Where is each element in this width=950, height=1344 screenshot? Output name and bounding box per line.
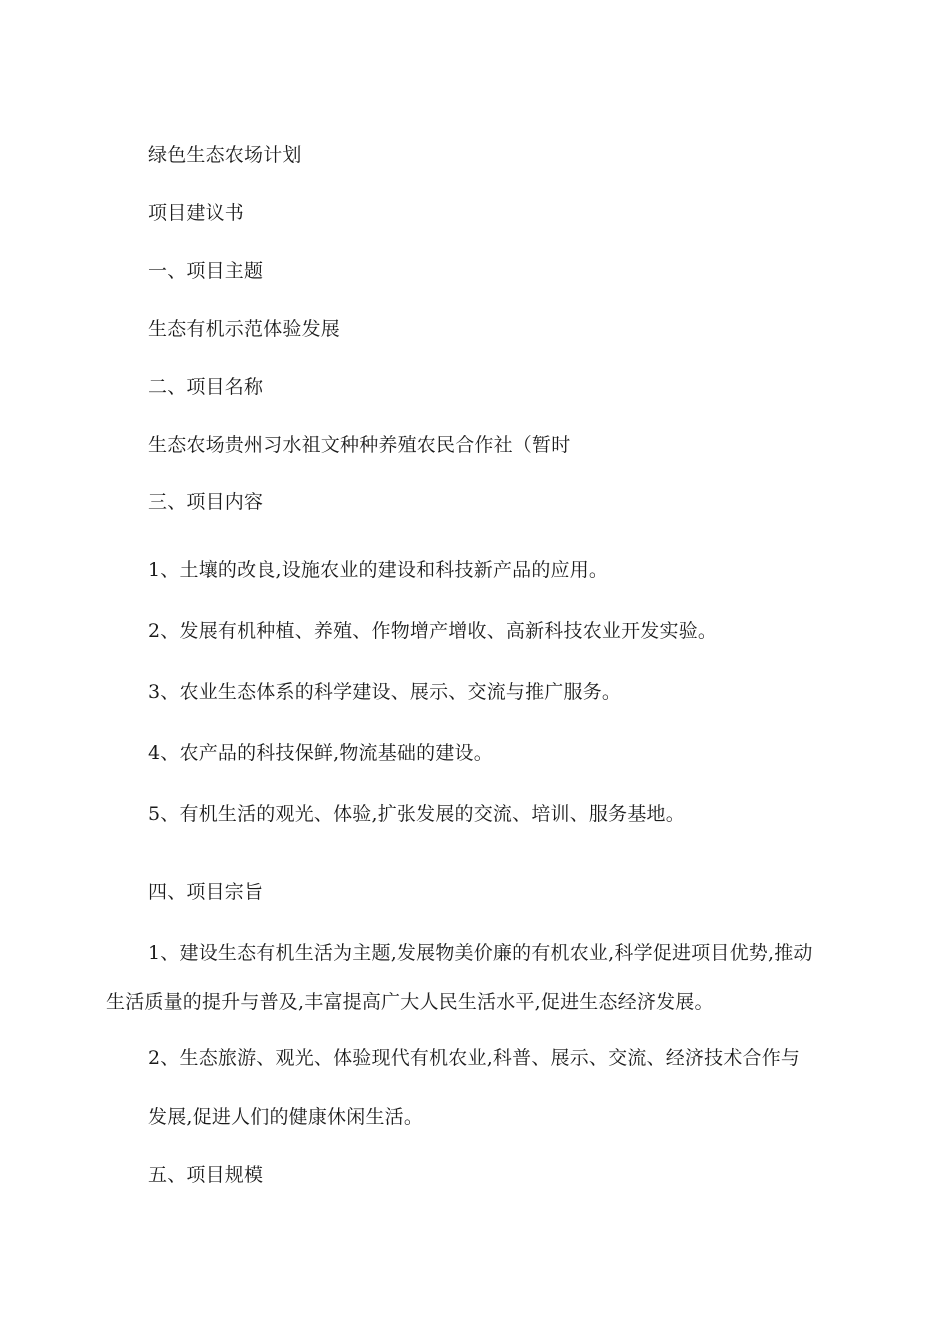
purpose-item-2-line-1: 2、生态旅游、观光、体验现代有机农业,科普、展示、交流、经济技术合作与 bbox=[148, 1047, 801, 1069]
content-item-3: 3、农业生态体系的科学建设、展示、交流与推广服务。 bbox=[148, 681, 622, 703]
section-heading-scale: 五、项目规模 bbox=[148, 1164, 264, 1186]
document-subtitle: 项目建议书 bbox=[148, 202, 245, 224]
section-text-name: 生态农场贵州习水祖文种种养殖农民合作社（暂时 bbox=[148, 434, 571, 456]
document-title: 绿色生态农场计划 bbox=[148, 144, 302, 166]
purpose-item-1-line-1: 1、建设生态有机生活为主题,发展物美价廉的有机农业,科学促进项目优势,推动 bbox=[148, 942, 813, 964]
section-text-theme: 生态有机示范体验发展 bbox=[148, 318, 341, 340]
purpose-item-1-line-2: 生活质量的提升与普及,丰富提高广大人民生活水平,促进生态经济发展。 bbox=[106, 991, 714, 1013]
content-item-4: 4、农产品的科技保鲜,物流基础的建设。 bbox=[148, 742, 493, 764]
section-heading-content: 三、项目内容 bbox=[148, 491, 264, 513]
content-item-5: 5、有机生活的观光、体验,扩张发展的交流、培训、服务基地。 bbox=[148, 803, 685, 825]
content-item-2: 2、发展有机种植、养殖、作物增产增收、高新科技农业开发实验。 bbox=[148, 620, 718, 642]
section-heading-name: 二、项目名称 bbox=[148, 376, 264, 398]
section-heading-purpose: 四、项目宗旨 bbox=[148, 881, 264, 903]
section-heading-theme: 一、项目主题 bbox=[148, 260, 264, 282]
content-item-1: 1、土壤的改良,设施农业的建设和科技新产品的应用。 bbox=[148, 559, 609, 581]
purpose-item-2-line-2: 发展,促进人们的健康休闲生活。 bbox=[148, 1106, 424, 1128]
